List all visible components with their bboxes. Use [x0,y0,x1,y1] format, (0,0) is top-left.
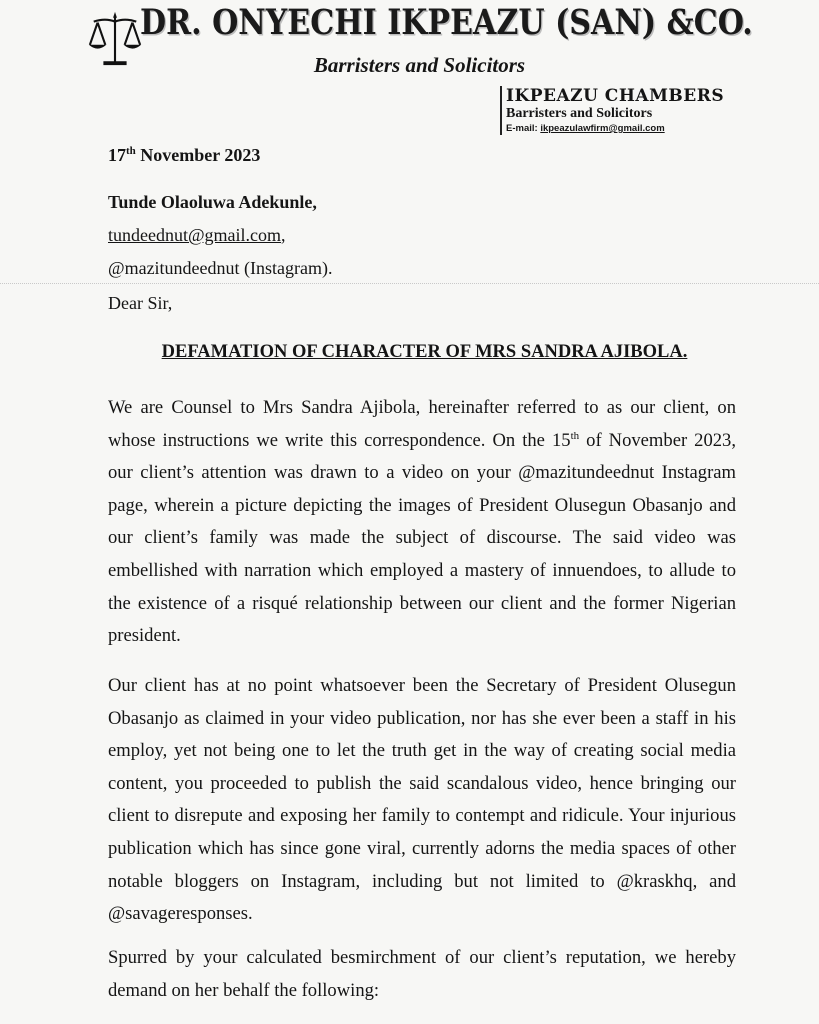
recipient-email-line [108,219,333,252]
paragraph-1 [108,392,736,653]
recipient-instagram: @mazitundeednut (Instagram). [108,258,333,278]
firm-name: DR. ONYECHI IKPEAZU (SAN) &CO. [140,2,753,43]
firm-subtitle: Barristers and Solicitors [313,53,526,77]
chambers-subtitle: Barristers and Solicitors [506,106,653,121]
paragraph-1-part-b: of November 2023, our client’s attention was drawn to a video on your @mazitundeednut Instagram page, wherein a picture depicting the images of President Olusegun Obasanjo and our client’s family was made the subject of discourse. The said video was embellished with narration which employed a mastery of innuendoes, to allude to the existence of a risqué relationship between our client and the former Nigerian president. [108,429,736,647]
chambers-block [500,86,724,135]
recipient-email-link[interactable]: tundeednut@gmail.com [108,225,282,245]
recipient-name: Tunde Olaoluwa Adekunle, [108,192,317,212]
paragraph-3: Spurred by your calculated besmirchment of our client’s reputation, we hereby demand on her behalf the following: [108,947,736,1001]
recipient-block [108,186,333,285]
paragraph-2: Our client has at no point whatsoever been the Secretary of President Olusegun Obasanjo as claimed in your video publication, nor has she ever been a staff in his employ, yet not being one to let the truth get in the way of creating social media content, you proceeded to publish the said scandalous video, hence bringing our client to disrepute and exposing her family to contempt and ridicule. Your injurious publication which has since gone viral, currently adorns the media spaces of other notable bloggers on Instagram, including but not limited to @kraskhq, and @savageresponses. [108,675,736,925]
ordinal-suffix: th [570,429,580,442]
chambers-title: IKPEAZU CHAMBERS [506,86,725,106]
email-label: E-mail: [506,123,541,134]
subject-heading: DEFAMATION OF CHARACTER OF MRS SANDRA AJIBOLA. [161,342,688,362]
letter-date [108,145,260,166]
chambers-email-line [506,122,724,135]
date-suffix: th [126,145,136,157]
chambers-email-link[interactable]: ikpeazulawfirm@gmail.com [540,123,665,134]
salutation: Dear Sir, [108,293,173,313]
email-comma: , [281,225,286,245]
paragraph-1-part-a: We are Counsel to Mrs Sandra Ajibola, hereinafter referred to as our client, on whose instructions we write this correspondence. On the 15 [108,397,736,451]
date-month-year: November 2023 [135,145,261,165]
date-day: 17 [108,145,126,165]
